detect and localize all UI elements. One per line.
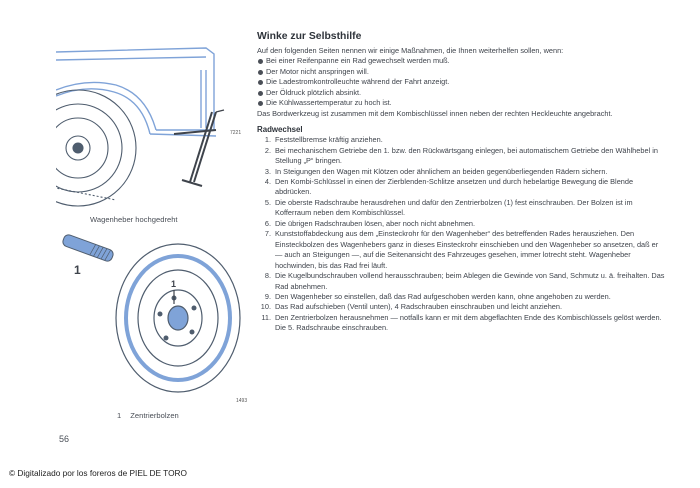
step-number: 5.	[264, 197, 271, 207]
step-text: Das Rad aufschieben (Ventil unten), 4 Radschrauben einschrauben und leicht anziehen.	[275, 302, 563, 312]
step-item	[257, 271, 667, 292]
step-number: 10.	[260, 302, 271, 312]
step-text: Den Kombi-Schlüssel in einen der Zierblenden-Schlitze ansetzen und durch hebelartige Bewegung die Blende abdrücken.	[275, 176, 634, 197]
list-item: Die Kühlwassertemperatur zu hoch ist.	[257, 98, 667, 108]
step-number: 7.	[264, 229, 271, 239]
step-number: 11.	[261, 312, 271, 322]
figure-code: 7221	[230, 130, 242, 136]
list-item: Der Öldruck plötzlich absinkt.	[257, 88, 667, 98]
step-item	[257, 177, 667, 198]
callout-wheel: 1	[171, 279, 177, 289]
bolt-caption	[117, 411, 179, 420]
step-text: Den Zentrierbolzen herausnehmen — notfalls kann er mit dem abgeflachten Ende des Kombischlüssels gelöst werden. Die 5. Radschraube einschrauben.	[275, 312, 662, 333]
step-item	[257, 146, 667, 167]
wheel-illustration	[56, 232, 248, 408]
step-text: Kunststoffabdeckung aus dem „Einsteckrohr für den Wagenheber“ des betreffenden Rades herausziehen. Den Einsteckbolzen des Wagenhebers ganz in dieses Einsteckrohr einschieben und den Wagenheber so ansetzen, daß er — auch an Steigungen —, auf die Seitenansicht des Fahrzeuges gesehen, immer lotrecht steht. Wagenheber hochwinden, bis das Rad frei läuft.	[275, 229, 659, 270]
figure-code: 1493	[236, 398, 248, 404]
step-text: In Steigungen den Wagen mit Klötzen oder ähnlichem an beiden gegenüberliegenden Rädern sichern.	[275, 166, 608, 176]
section-title: Winke zur Selbsthilfe	[257, 31, 362, 42]
step-item	[257, 292, 667, 302]
step-item	[257, 135, 667, 145]
step-number: 4.	[264, 176, 271, 186]
step-number: 1.	[264, 135, 271, 145]
condition-list	[257, 56, 667, 108]
jack-illustration	[56, 30, 248, 210]
caption-number: 1	[117, 411, 122, 420]
step-number: 3.	[264, 166, 271, 176]
step-text: Den Wagenheber so einstellen, daß das Rad aufgeschoben werden kann, ohne angehoben zu werden.	[275, 291, 611, 301]
list-item: Die Ladestromkontrolleuchte während der Fahrt anzeigt.	[257, 77, 667, 87]
callout-bolt: 1	[74, 263, 81, 277]
step-text: Die oberste Radschraube herausdrehen und dafür den Zentrierbolzen (1) fest einschrauben. Der Bolzen ist im Kofferraum neben dem Kombischlüssel.	[275, 197, 633, 218]
caption-text: Zentrierbolzen	[130, 411, 179, 420]
step-number: 9.	[264, 291, 271, 301]
step-number: 2.	[264, 145, 271, 155]
page-number: 56	[59, 434, 70, 444]
step-number: 6.	[264, 218, 271, 228]
jack-caption: Wagenheber hochgedreht	[90, 215, 178, 224]
list-item: Der Motor nicht anspringen will.	[257, 67, 667, 77]
step-text: Feststellbremse kräftig anziehen.	[275, 135, 383, 145]
step-text: Die übrigen Radschrauben lösen, aber noch nicht abnehmen.	[275, 218, 476, 228]
step-item	[257, 229, 667, 271]
radwechsel-title: Radwechsel	[257, 125, 303, 135]
step-item	[257, 219, 667, 229]
text-column	[257, 30, 667, 334]
step-text: Die Kugelbundschrauben vollend herausschrauben; beim Ablegen die Gewinde von Sand, Schmutz u. ä. freihalten. Das Rad abnehmen.	[275, 271, 665, 291]
scan-credit: © Digitalizado por los foreros de PIEL DE TORO	[9, 468, 187, 478]
step-item	[257, 198, 667, 219]
step-item	[257, 167, 667, 177]
step-item	[257, 302, 667, 312]
list-item: Bei einer Reifenpanne ein Rad gewechselt werden muß.	[257, 56, 667, 66]
step-list	[257, 135, 667, 334]
step-item	[257, 313, 667, 334]
tool-paragraph: Das Bordwerkzeug ist zusammen mit dem Kombischlüssel innen neben der rechten Heckleuchte angebracht.	[257, 108, 613, 118]
step-text: Bei mechanischem Getriebe den 1. bzw. den Rückwärtsgang einlegen, bei automatischem Getriebe den Wählhebel in Stellung „P“ bringen.	[275, 145, 658, 166]
intro-paragraph: Auf den folgenden Seiten nennen wir einige Maßnahmen, die Ihnen weiterhelfen sollen, wenn:	[257, 46, 564, 55]
step-number: 8.	[264, 271, 271, 281]
